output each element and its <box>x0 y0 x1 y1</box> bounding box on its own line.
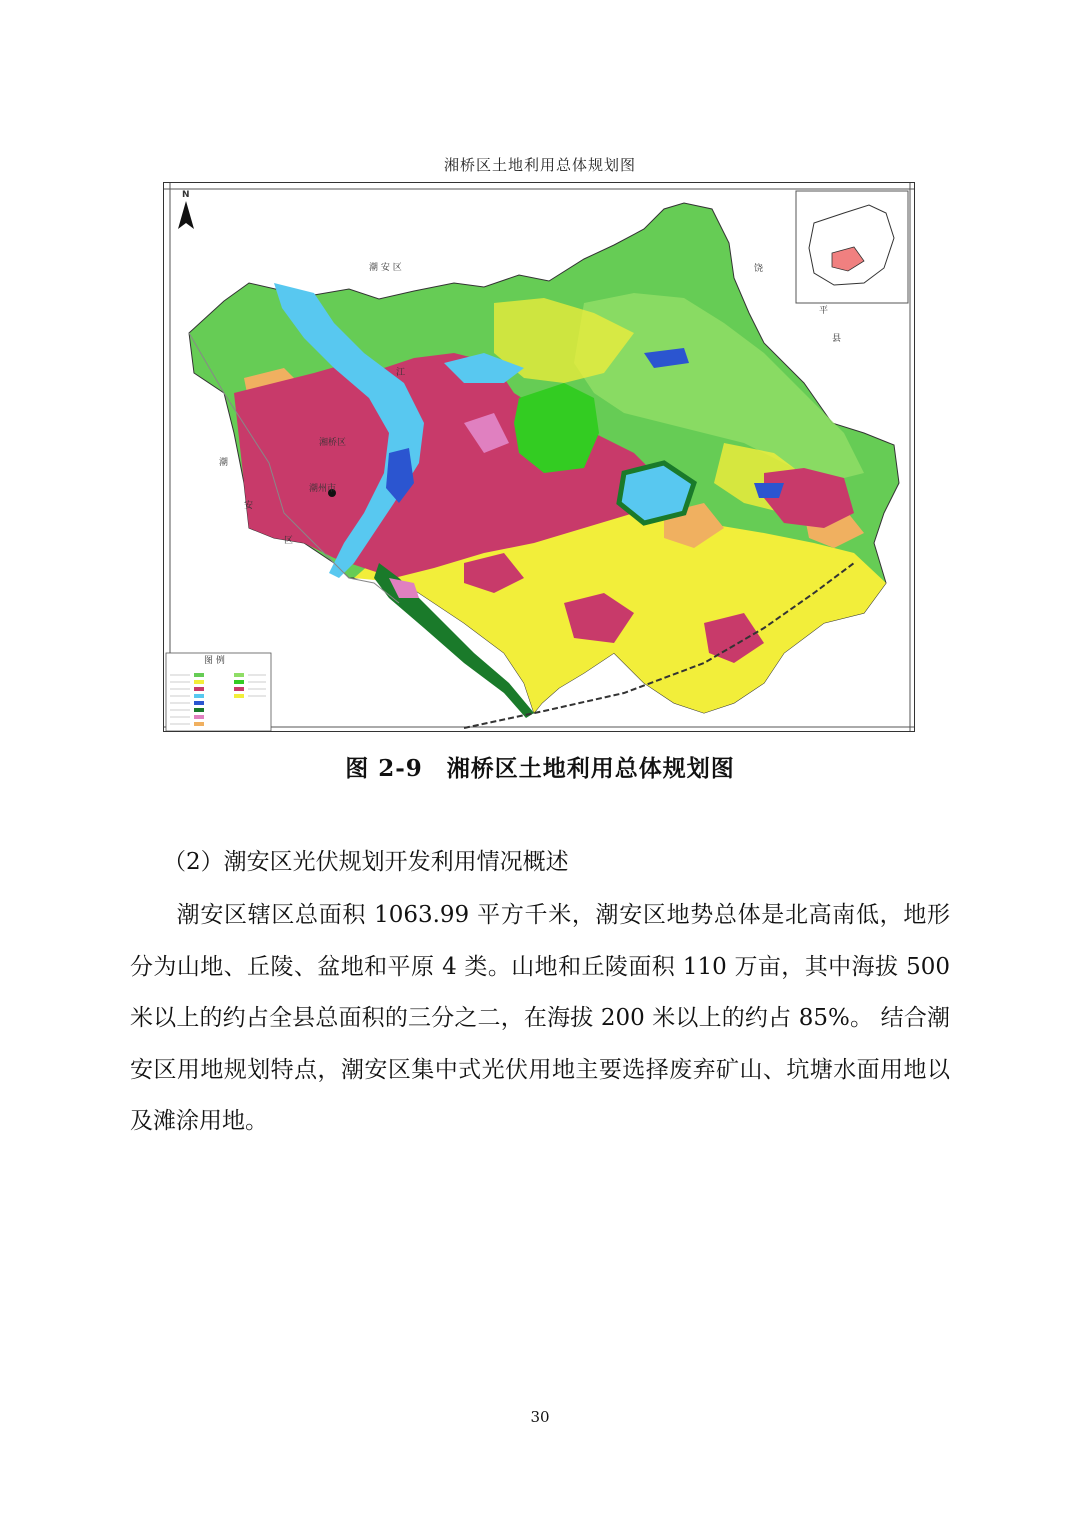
land-use-map-graphic <box>164 183 915 732</box>
label-west-an: 安 <box>244 501 254 511</box>
label-north-chaoan: 潮 安 区 <box>369 263 402 273</box>
section-heading: （2）潮安区光伏规划开发利用情况概述 <box>163 849 569 875</box>
label-west-qu: 区 <box>284 536 294 546</box>
figure-caption <box>0 750 1080 783</box>
map-title: 湘桥区土地利用总体规划图 <box>443 156 636 174</box>
legend-title: 图 例 <box>204 656 225 666</box>
label-county: 县 <box>832 334 842 344</box>
body-paragraph <box>130 890 950 1148</box>
caption-number: 图 2-9 <box>345 755 423 782</box>
map-legend <box>166 653 271 731</box>
label-ping: 平 <box>819 306 829 316</box>
label-rao: 饶 <box>754 264 764 274</box>
label-xiangqiao: 湘桥区 <box>319 438 347 448</box>
page-number: 30 <box>530 1408 550 1426</box>
caption-text: 湘桥区土地利用总体规划图 <box>446 755 735 782</box>
label-chaozhou: 潮州市 <box>309 484 337 494</box>
north-arrow-icon <box>178 201 194 229</box>
inset-locator-map <box>796 191 908 303</box>
land-use-map <box>163 182 915 732</box>
paragraph-text: 潮安区辖区总面积 1063.99 平方千米，潮安区地势总体是北高南低，地形分为山地、丘陵、盆地和平原 4 类。山地和丘陵面积 110 万亩，其中海拔 500 米以上的约占全县总面积的三分之二，在海拔 200 米以上的约占 85%。 结合潮安区用地规划特点，潮安区集中式光伏用地主要选择废弃矿山、坑塘水面用地以及滩涂用地。 <box>130 902 950 1134</box>
north-label: N <box>182 190 190 200</box>
label-west-chao: 潮 <box>219 458 229 468</box>
label-river: 江 <box>396 368 406 378</box>
